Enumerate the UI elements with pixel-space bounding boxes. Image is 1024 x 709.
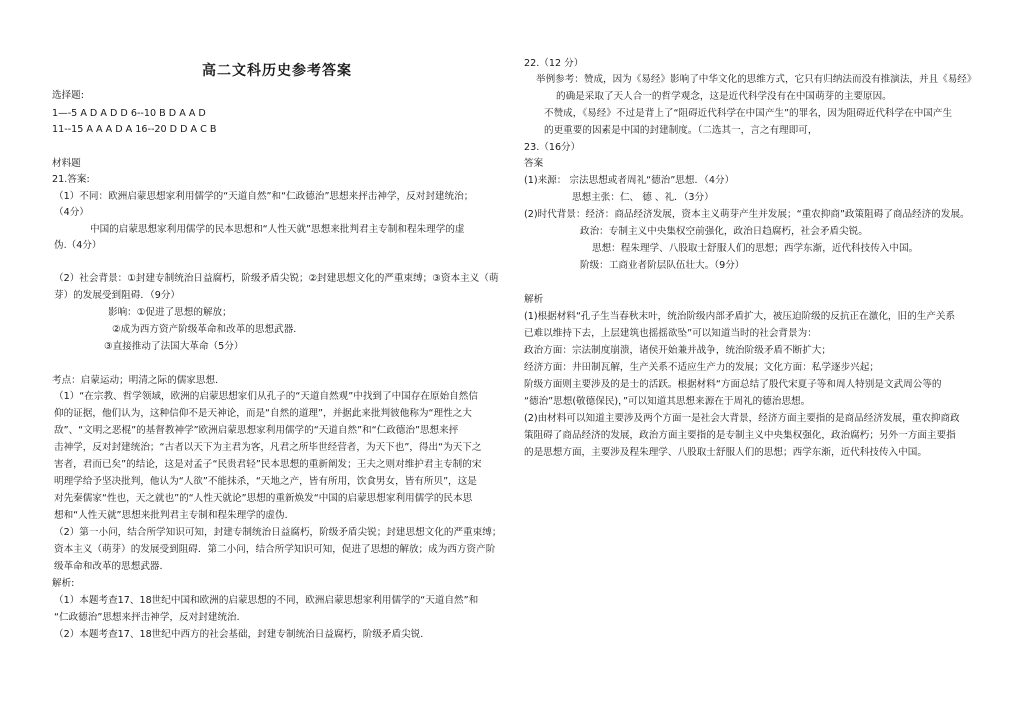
right-text-line: 策阻碍了商品经济的发展，政治方面主要指的是专制主义中央集权强化，政治腐朽；另外一方面主要指 bbox=[524, 430, 956, 441]
left-text-line: 解析: bbox=[52, 578, 75, 589]
left-text-line: 芽）的发展受到阻碍．（9分） bbox=[54, 290, 181, 301]
right-text-line: “德治”思想(敬德保民)，”可以知道其思想来源在于周礼的德治思想。 bbox=[524, 396, 811, 407]
right-text-line: (2)时代背景：经济：商品经济发展，资本主义萌芽产生并发展；“重农抑商”政策阻碍了商品经济的发展。 bbox=[524, 209, 970, 220]
left-text-line: 想和“人性天就”思想来批判君主专制和程朱理学的虚伪． bbox=[54, 510, 295, 521]
left-text-line: （2）第一小问，结合所学知识可知，封建专制统治日益腐朽，阶级矛盾尖锐；封建思想文化的严重束缚； bbox=[54, 527, 502, 538]
left-text-line: （4分） bbox=[54, 207, 89, 218]
right-text-line: 22.（12 分） bbox=[524, 58, 584, 69]
right-text-line: 政治：专制主义中央集权空前强化，政治日趋腐朽，社会矛盾尖锐。 bbox=[580, 226, 868, 237]
right-text-line: (1)来源： 宗法思想或者周礼“德治”思想．（4分） bbox=[524, 175, 735, 186]
left-text-line: 21.答案: bbox=[52, 174, 90, 185]
right-text-line: 思想主张：仁、 德 、礼．（3分） bbox=[572, 192, 714, 203]
left-text-line: 级革命和改革的思想武器． bbox=[54, 561, 170, 572]
right-text-line: (2)由材料可以知道主要涉及两个方面一是社会大背景，经济方面主要指的是商品经济发展，重农抑商政 bbox=[524, 413, 960, 424]
left-text-line: （1）本题考查17、18世纪中国和欧洲的启蒙思想的不同，欧洲启蒙思想家利用儒学的“天道自然”和 bbox=[54, 595, 479, 606]
left-text-line: （2）本题考查17、18世纪中西方的社会基础，封建专制统治日益腐朽，阶级矛盾尖锐． bbox=[54, 629, 430, 640]
right-text-line: 举例参考：赞成，因为《易经》影响了中华文化的思维方式，它只有归纳法而没有推演法，并且《易经》 bbox=[536, 74, 977, 85]
left-text-line: 伪.（4分） bbox=[54, 240, 102, 251]
right-text-line: 经济方面：井田制瓦解，生产关系不适应生产力的发展；文化方面：私学逐步兴起； bbox=[524, 362, 879, 373]
left-text-line: ②成为西方资产阶级革命和改革的思想武器． bbox=[112, 324, 303, 335]
right-text-line: 阶级方面则主要涉及的是士的活跃。根据材料“方面总结了殷代宋夏子等和周人特别是文武周公等的 bbox=[524, 379, 942, 390]
left-text-line: ③直接推动了法国大革命（5分） bbox=[104, 341, 244, 352]
right-text-line: 答案 bbox=[524, 158, 544, 169]
left-text-line: （2）社会背景：①封建专制统治日益腐朽，阶级矛盾尖锐；②封建思想文化的严重束缚；③资本主义（萌 bbox=[54, 273, 499, 284]
left-text-line: 敌”、“文明之恶棍”的基督教神学”欧洲启蒙思想家利用儒学的“天道自然”和“仁政德治”思想来抨 bbox=[54, 425, 459, 436]
right-text-line: (1)根据材料“孔子生当春秋末叶，统治阶级内部矛盾扩大，被压迫阶级的反抗正在激化，旧的生产关系 bbox=[524, 311, 956, 322]
right-text-line: 思想：程朱理学、八股取士舒服人们的思想；西学东渐，近代科技传入中国。 bbox=[592, 243, 919, 254]
right-text-line: 的更重要的因素是中国的封建制度。（二选其一，言之有理即可， bbox=[544, 125, 818, 136]
left-text-line: 击神学，反对封建统治；“古者以天下为主君为客，凡君之所毕世经营者，为天下也”，得出“为天下之 bbox=[54, 442, 482, 453]
left-text-line: “仁政德治”思想来抨击神学，反对封建统治． bbox=[54, 612, 247, 623]
left-text-line: 中国的启蒙思想家利用儒学的民本思想和“人性天就”思想来批判君主专制和程朱理学的虚 bbox=[90, 224, 465, 235]
right-text-line: 已难以维持下去，上层建筑也摇摇欲坠”可以知道当时的社会背景为： bbox=[524, 328, 817, 339]
left-text-line: 11--15 A A A D A 16--20 D D A C B bbox=[52, 124, 217, 135]
left-text-line: （1）“在宗教、哲学领域，欧洲的启蒙思想家们从孔子的“天道自然观”中找到了中国存在原始自然信 bbox=[54, 391, 478, 402]
page-title: 高二文科历史参考答案 bbox=[202, 63, 352, 79]
left-text-line: 影响：①促进了思想的解放； bbox=[108, 307, 232, 318]
right-text-line: 阶级：工商业者阶层队伍壮大。（9分） bbox=[580, 260, 745, 271]
right-text-line: 政治方面：宗法制度崩溃，诸侯开始兼并战争，统治阶级矛盾不断扩大； bbox=[524, 345, 831, 356]
left-text-line: 对先秦儒家“性也，天之就也”的“人性天就论”思想的重新焕发“中国的启蒙思想家利用儒学的民本思 bbox=[54, 493, 473, 504]
right-text-line: 的是思想方面，主要涉及程朱理学、八股取士舒服人们的思想；西学东渐，近代科技传入中国。 bbox=[524, 447, 927, 458]
right-text-line: 解析 bbox=[524, 294, 544, 305]
left-text-line: 考点：启蒙运动；明清之际的儒家思想． bbox=[52, 375, 225, 386]
right-text-line: 的确是采取了天人合一的哲学观念，这是近代科学没有在中国萌芽的主要原因。 bbox=[556, 91, 892, 102]
left-text-line: 1—-5 A D A D D 6--10 B D A A D bbox=[52, 108, 206, 119]
left-text-line: （1）不同：欧洲启蒙思想家利用儒学的“天道自然”和“仁政德治”思想来抨击神学，反对封建统治； bbox=[54, 191, 474, 202]
left-text-line: 选择题: bbox=[52, 90, 85, 101]
left-text-line: 仰的证据，他们认为，这种信仰不是天神论，而是“自然的道理”，并据此来批判彼他称为“理性之大 bbox=[54, 408, 472, 419]
left-text-line: 明理学给予坚决批判，他认为“人欲”不能抹杀，“天地之产，皆有所用，饮食男女，皆有所贝”，这是 bbox=[54, 476, 477, 487]
right-text-line: 23.（16分） bbox=[524, 142, 581, 153]
left-text-line: 害者，君而已矣”的结论，这是对孟子“民贵君轻”民本思想的重新阐发；王夫之则对维护君主专制的宋 bbox=[54, 459, 482, 470]
left-text-line: 材料题 bbox=[52, 158, 81, 169]
left-text-line: 资本主义（萌芽）的发展受到阻碍．第二小问，结合所学知识可知，促进了思想的解放；成为西方资产阶 bbox=[54, 544, 496, 555]
right-text-line: 不赞成，《易经》不过是背上了“阻碍近代科学在中国产生”的罪名，因为阻碍近代科学在中国产生 bbox=[544, 108, 953, 119]
